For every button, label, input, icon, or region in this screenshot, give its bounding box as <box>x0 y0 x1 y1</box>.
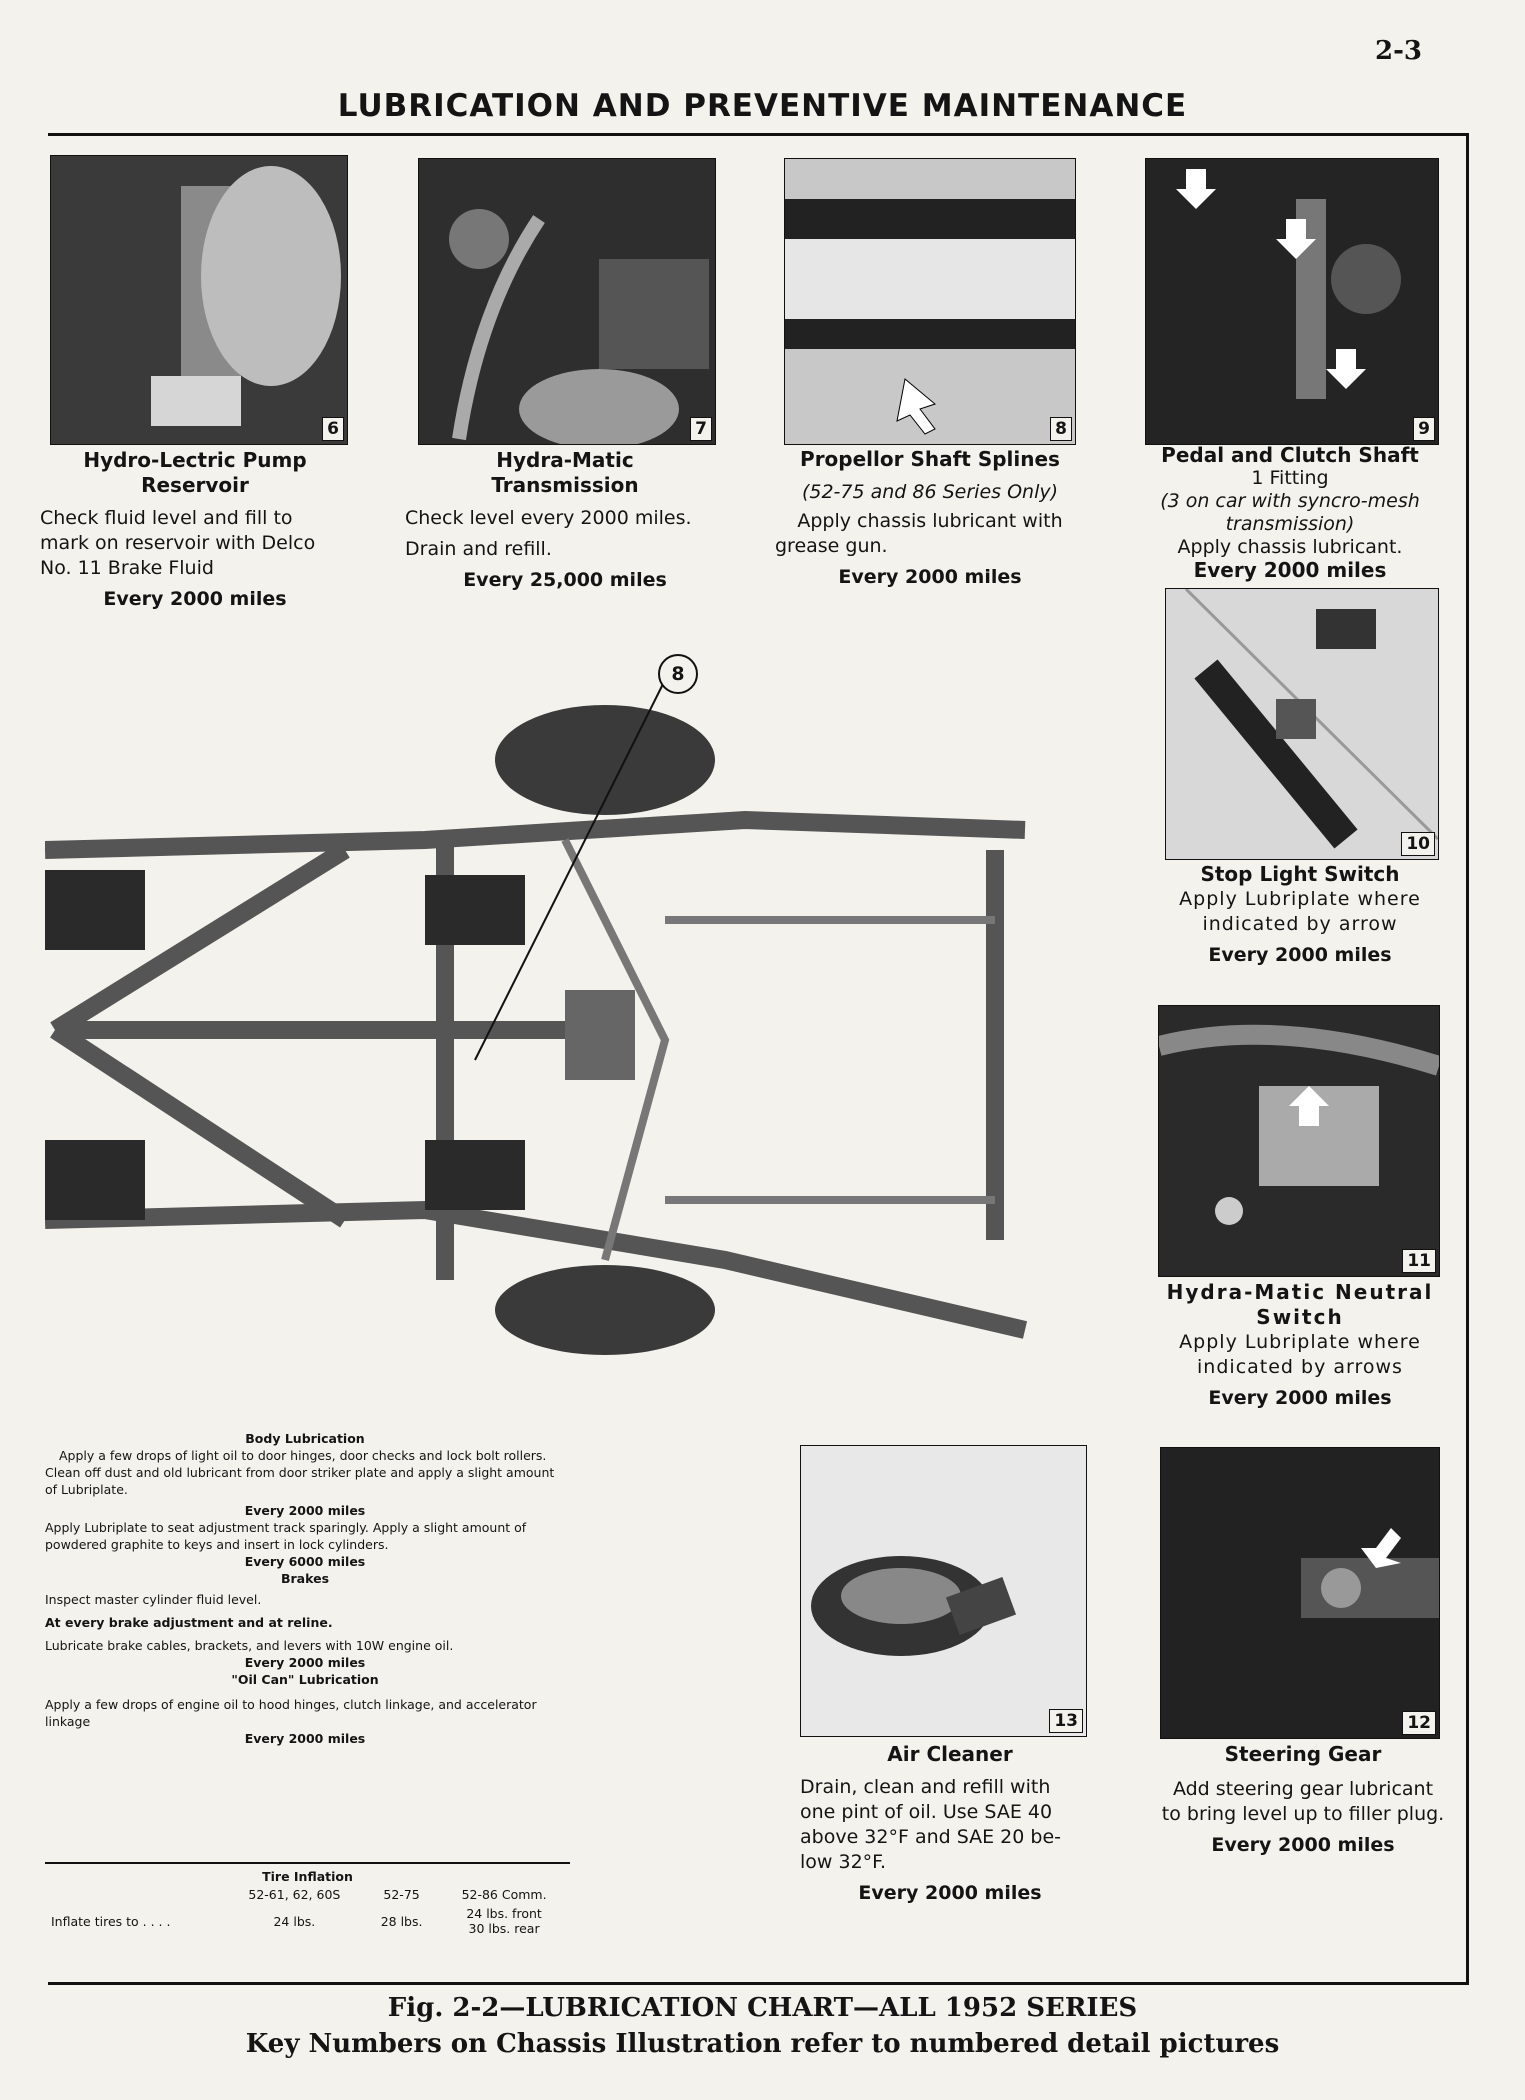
item-desc: indicated by arrow <box>1202 913 1398 935</box>
body-paragraph: Apply a few drops of engine oil to hood hinges, clutch linkage, and accelerator linkage <box>45 1697 537 1729</box>
item-desc: 1 Fitting <box>1251 467 1329 489</box>
item-desc: transmission) <box>1225 513 1355 535</box>
bottom-rule <box>48 1982 1468 1985</box>
table-cell-front: 24 lbs. front <box>466 1906 542 1921</box>
chassis-illustration <box>45 640 1045 1360</box>
photo-number: 8 <box>1050 417 1072 441</box>
item-10-caption <box>1150 862 1450 968</box>
photo-number: 6 <box>322 417 344 441</box>
table-cell: 28 lbs. <box>380 1913 423 1929</box>
chassis-callout-8: 8 <box>658 654 698 694</box>
item-title: Steering Gear <box>1224 1742 1382 1766</box>
item-desc: Apply Lubriplate where <box>1179 888 1421 910</box>
item-title: Hydra-Matic Neutral <box>1166 1280 1434 1304</box>
table-cell-rear: 30 lbs. rear <box>468 1921 540 1936</box>
item-desc: Apply chassis lubricant with <box>797 510 1063 532</box>
item-title: Pedal and Clutch Shaft <box>1161 443 1419 467</box>
body-paragraph: Lubricate brake cables, brackets, and levers with 10W engine oil. <box>45 1638 454 1653</box>
item-desc: grease gun. <box>775 535 888 557</box>
item-desc: mark on reservoir with Delco <box>40 532 316 554</box>
item-desc: indicated by arrows <box>1197 1356 1403 1378</box>
photo-number: 10 <box>1401 832 1435 856</box>
item-desc: to bring level up to filler plug. <box>1161 1803 1445 1825</box>
figure-caption <box>0 1990 1525 2062</box>
item-11-caption <box>1145 1280 1455 1411</box>
item-title: Switch <box>1256 1305 1344 1329</box>
table-header: 52-86 Comm. <box>461 1887 547 1902</box>
item-frequency: Every 2000 miles <box>1193 558 1387 582</box>
item-title: Reservoir <box>141 473 249 497</box>
item-desc: Check fluid level and fill to <box>40 507 293 529</box>
photo-propellor-shaft-splines <box>784 158 1076 445</box>
photo-neutral-switch <box>1158 1005 1440 1277</box>
photo-steering-gear <box>1160 1447 1440 1739</box>
item-desc: one pint of oil. Use SAE 40 <box>800 1801 1053 1823</box>
item-desc: Apply Lubriplate where <box>1179 1331 1421 1353</box>
item-frequency: Every 2000 miles <box>858 1882 1042 1904</box>
item-8-caption <box>775 447 1085 590</box>
tire-table-rule <box>45 1862 570 1864</box>
photo-hydra-matic-transmission <box>418 158 716 445</box>
item-desc: above 32°F and SAE 20 be- <box>800 1826 1062 1848</box>
item-9-caption <box>1135 444 1445 582</box>
item-desc: low 32°F. <box>800 1851 887 1873</box>
item-desc: Drain and refill. <box>405 538 552 560</box>
header-rule <box>48 133 1468 136</box>
body-paragraph: Apply Lubriplate to seat adjustment track sparingly. Apply a slight amount of powdered graphite to keys and insert in lock cylinders. <box>45 1520 527 1552</box>
table-header: 52-61, 62, 60S <box>248 1887 341 1902</box>
page-number: 2-3 <box>1375 36 1422 66</box>
photo-number: 12 <box>1402 1711 1436 1735</box>
table-cell: 24 lbs. <box>273 1913 316 1929</box>
body-paragraph: Inspect master cylinder fluid level. <box>45 1592 262 1607</box>
frequency: Every 6000 miles <box>244 1554 366 1569</box>
photo-number: 7 <box>690 417 712 441</box>
item-desc: No. 11 Brake Fluid <box>40 557 214 579</box>
item-frequency: Every 25,000 miles <box>463 569 667 591</box>
item-title: Hydro-Lectric Pump <box>83 448 307 472</box>
frequency: Every 2000 miles <box>244 1731 366 1746</box>
body-lubrication-section <box>45 1430 565 1747</box>
table-title: Tire Inflation <box>262 1869 353 1884</box>
table-header: 52-75 <box>383 1887 420 1902</box>
item-title: Stop Light Switch <box>1200 862 1400 886</box>
item-desc: Apply chassis lubricant. <box>1177 536 1403 558</box>
table-cell <box>438 1904 570 1938</box>
photo-hydro-lectric-pump <box>50 155 348 445</box>
item-6-caption <box>40 448 350 612</box>
frequency: Every 2000 miles <box>244 1503 366 1518</box>
photo-number: 11 <box>1402 1249 1436 1273</box>
tire-inflation-table <box>45 1868 570 1938</box>
item-title: Air Cleaner <box>887 1742 1013 1766</box>
body-paragraph: At every brake adjustment and at reline. <box>45 1615 333 1630</box>
item-desc: Check level every 2000 miles. <box>405 507 692 529</box>
section-title: Body Lubrication <box>245 1431 365 1446</box>
right-border-rule <box>1466 133 1469 1985</box>
item-13-caption <box>800 1742 1100 1906</box>
frequency: Every 2000 miles <box>244 1655 366 1670</box>
photo-number: 9 <box>1413 417 1435 441</box>
figure-caption-line2: Key Numbers on Chassis Illustration refer to numbered detail pictures <box>245 2029 1280 2059</box>
item-frequency: Every 2000 miles <box>838 566 1022 588</box>
item-7-caption <box>405 448 725 593</box>
section-title: "Oil Can" Lubrication <box>231 1672 379 1687</box>
body-paragraph: Apply a few drops of light oil to door hinges, door checks and lock bolt rollers. Clean off dust and old lubricant from door striker plate and apply a slight amount of Lubriplate. <box>45 1448 555 1497</box>
photo-air-cleaner <box>800 1445 1087 1737</box>
item-desc: (52-75 and 86 Series Only) <box>801 481 1059 503</box>
figure-caption-line1: Fig. 2-2—LUBRICATION CHART—ALL 1952 SERIES <box>387 1993 1138 2023</box>
item-12-caption <box>1148 1742 1458 1858</box>
item-frequency: Every 2000 miles <box>1208 944 1392 966</box>
item-frequency: Every 2000 miles <box>103 588 287 610</box>
item-title: Propellor Shaft Splines <box>800 447 1060 471</box>
item-desc: (3 on car with syncro-mesh <box>1160 490 1420 512</box>
photo-pedal-clutch-shaft <box>1145 158 1439 445</box>
page-title: LUBRICATION AND PREVENTIVE MAINTENANCE <box>337 88 1188 124</box>
section-title: Brakes <box>280 1571 330 1586</box>
photo-number: 13 <box>1049 1709 1083 1733</box>
item-title: Hydra-Matic <box>496 448 634 472</box>
item-title: Transmission <box>491 473 639 497</box>
table-row-label: Inflate tires to . . . . <box>51 1913 171 1929</box>
item-frequency: Every 2000 miles <box>1211 1834 1395 1856</box>
item-desc: Drain, clean and refill with <box>800 1776 1051 1798</box>
item-frequency: Every 2000 miles <box>1208 1387 1392 1409</box>
item-desc: Add steering gear lubricant <box>1172 1778 1434 1800</box>
photo-stop-light-switch <box>1165 588 1439 860</box>
